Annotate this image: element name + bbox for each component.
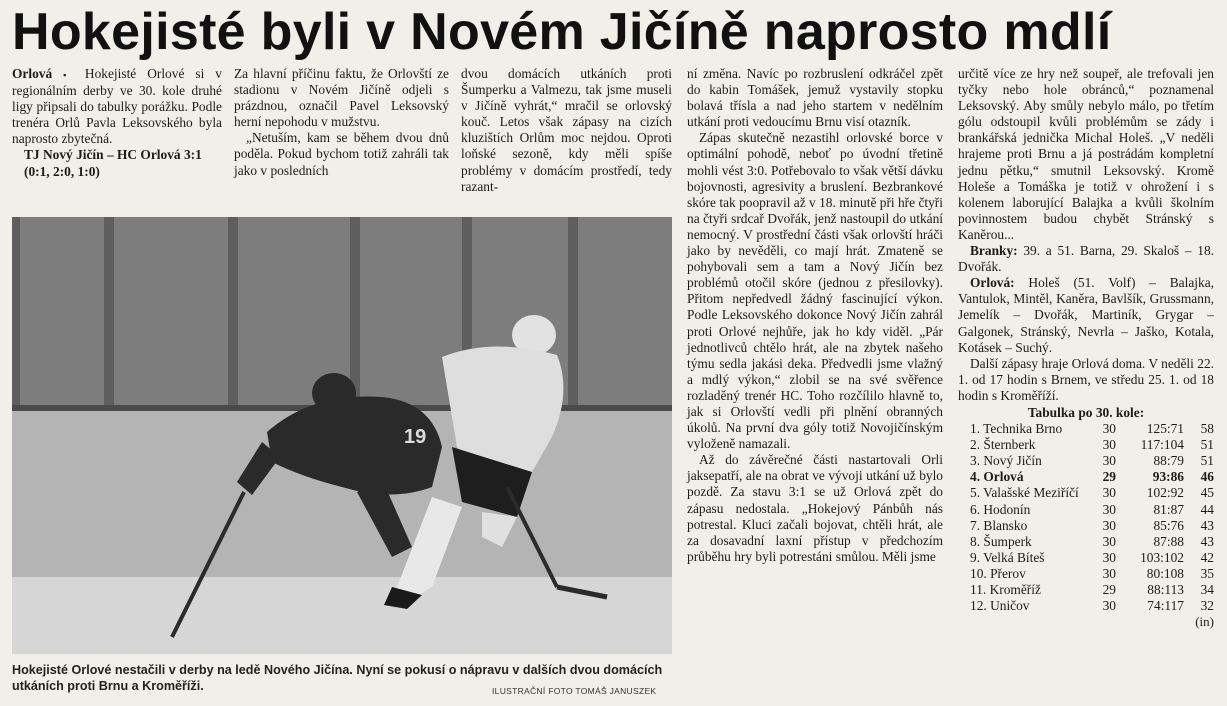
hockey-players-illustration — [12, 217, 672, 654]
standings-score: 103:102 — [1140, 549, 1184, 565]
standings-gp: 30 — [1102, 437, 1116, 453]
standings-row — [958, 453, 1214, 469]
standings-row — [958, 598, 1214, 614]
standings-gp: 30 — [1102, 549, 1116, 565]
standings-pts: 45 — [1200, 485, 1214, 501]
standings-team: 10. Přerov — [970, 565, 1026, 581]
paragraph: Zápas skutečně nezastihl orlovské borce v optimální pohodě, neboť po úvodní třetině mohli vést 3:0. Potřebovalo to však větší dávku bojovnosti, agresivity a bruslení. Bezbrankové skóre tak poopravil až v 18. minutě při hře čtyři na čtyři srdcař Dvořák, jenž nastoupil do utkání nemocný. V prostřední části však orlovští hráči jako by nevěděli, co mají hrát. Zmateně se pohybovali sem a tam a Nový Jičín bez problémů otočil skóre (jednou z přesilovky). Přitom nepředvedl žádný fascinující výkon. Podle Leksovského dokonce Nový Jičín zahrál proti Orlové nejhůře, jak ho kdy viděl. „Pár jednotlivců chtělo hrát, ale na zbytek našeho týmu sedla jakási deka. Předvedli jsme vlažný a mdlý výkon,“ zlobil se na své svěřence rozladěný trenér HC. Toho rozčílilo hlavně to, jak si Orlovští vedli při plnění obranných úkolů. Na první dva góly totiž Novojičínským vyloženě namazali. — [687, 130, 943, 452]
dateline: Orlová — [12, 66, 53, 81]
standings-score: 74:117 — [1147, 598, 1184, 614]
standings-row — [958, 534, 1214, 550]
paragraph: Až do závěrečné části nastartovali Orli jaksepatří, ale na obrat ve vývoji utkání už bylo pozdě. Za stavu 3:1 se už Orlová zpět do zápasu nedostala. „Hokejový Pánbůh nás potrestal. Kluci začali bojovat, chtěli hrát, ale za dosavadní laxní přístup v předchozím průběhu hry byli potrestáni smůlou. Měli jsme — [687, 452, 943, 564]
standings-team: 4. Orlová — [970, 469, 1024, 485]
period-scores: (0:1, 2:0, 1:0) — [24, 163, 100, 179]
standings-row — [958, 502, 1214, 518]
lineup-paragraph — [958, 275, 1214, 355]
standings-gp: 30 — [1102, 453, 1116, 469]
article-headline: Hokejisté byli v Novém Jičíně naprosto mdlí — [12, 3, 1112, 61]
article-column-1 — [12, 66, 222, 180]
standings-pts: 43 — [1200, 533, 1214, 549]
author-signature: (in) — [1195, 614, 1214, 630]
standings-team: 1. Technika Brno — [970, 421, 1063, 437]
paragraph: „Netuším, kam se během dvou dnů poděla. Pokud bychom totiž zahráli tak jako v posledních — [234, 130, 449, 178]
standings-gp: 29 — [1102, 469, 1116, 485]
paragraph: určitě více ze hry než soupeř, ale trefovali jen tyčky nebo hole obránců,“ poznamenal Leksovský. Aby smůly nebylo málo, po třetím gólu odstoupil kvůli problémům se zády i brankářská jednička Michal Holeš. „V neděli hrajeme proti Brnu a já postrádám kompletní jednu pětku,“ smutnil Leksovský. Kromě Holeše a Tomáška je totiž v ohrožení i s kolenem laborující Balajka a kvůli školním povinnostem budou chybět Stránský s Kaněrou... — [958, 66, 1214, 242]
standings-row — [958, 582, 1214, 598]
standings-pts: 32 — [1200, 598, 1214, 614]
standings-score: 102:92 — [1146, 485, 1184, 501]
standings-gp: 30 — [1102, 598, 1116, 614]
standings-gp: 30 — [1102, 421, 1116, 437]
lead-paragraph — [12, 66, 222, 147]
bullet-icon: ▪ — [63, 70, 74, 80]
standings-score: 93:86 — [1152, 469, 1184, 485]
standings-pts: 34 — [1200, 582, 1214, 597]
standings-team: 2. Šternberk — [970, 437, 1036, 453]
standings-pts: 58 — [1200, 421, 1214, 437]
standings-gp: 29 — [1102, 582, 1116, 597]
next-matches: Další zápasy hraje Orlová doma. V neděli 22. 1. od 17 hodin s Brnem, ve středu 25. 1. od 18 hodin s Kroměříží. — [958, 355, 1214, 403]
standings-team: 5. Valašské Meziříčí — [970, 485, 1079, 501]
standings-pts: 43 — [1200, 517, 1214, 533]
standings-team: 11. Kroměříž — [970, 582, 1041, 597]
goals-label: Branky: — [970, 243, 1018, 259]
paragraph: Za hlavní příčinu faktu, že Orlovští ze stadionu v Novém Jičíně odjeli s prázdnou, označil Pavel Leksovský herní nepohodu v mužstvu. — [234, 66, 449, 130]
standings-gp: 30 — [1102, 517, 1116, 533]
standings-pts: 46 — [1200, 469, 1214, 485]
article-column-3 — [461, 66, 672, 195]
standings-score: 88:113 — [1147, 582, 1184, 597]
standings-gp: 30 — [1102, 533, 1116, 549]
paragraph: dvou domácích utkáních proti Šumperku a Valmezu, tak jsme museli v Jičíně vyhrát,“ mračil se orlovský kouč. Letos však zápasy na cizích kluzištích Orlům moc nejdou. Oproti loňské sezoně, kdy měli spíše problémy v domácím prostředí, tedy razant- — [461, 66, 672, 194]
standings-team: 6. Hodonín — [970, 501, 1031, 517]
standings-score: 81:87 — [1153, 501, 1184, 517]
match-result: TJ Nový Jičín – HC Orlová 3:1 — [24, 147, 202, 163]
standings-row — [958, 518, 1214, 534]
standings-row — [958, 421, 1214, 437]
lineup-text: Holeš (51. Volf) – Balajka, Vantulok, Mintěl, Kaněra, Bavlšík, Grussmann, Jemelík – Dvořák, Martiník, Grygar – Galgonek, Stránský, Nevrla – Jaško, Kotala, Kotásek – Suchý. — [958, 275, 1214, 355]
article-column-2 — [234, 66, 449, 179]
standings-pts: 51 — [1200, 437, 1214, 453]
standings-score: 80:108 — [1146, 565, 1184, 581]
jersey-number: 19 — [404, 426, 427, 448]
goals-paragraph — [958, 243, 1214, 275]
standings-pts: 42 — [1200, 549, 1214, 565]
lineup-label: Orlová: — [970, 275, 1015, 291]
standings-pts: 51 — [1200, 453, 1214, 469]
standings-gp: 30 — [1102, 501, 1116, 517]
standings-score: 125:71 — [1146, 421, 1184, 437]
standings-team: 7. Blansko — [970, 517, 1028, 533]
standings-gp: 30 — [1102, 485, 1116, 501]
standings-row — [958, 437, 1214, 453]
standings-row — [958, 550, 1214, 566]
standings-gp: 30 — [1102, 565, 1116, 581]
standings-title: Tabulka po 30. kole: — [1027, 404, 1145, 420]
paragraph: ní změna. Navíc po rozbruslení odkráčel zpět do kabin Tomášek, jemuž vystavily stopku bolavá tříslа a nad jeho startem v nedělním utkání proti vedoucímu Brnu visí otazník. — [687, 66, 943, 130]
standings-team: 12. Uničov — [970, 598, 1030, 614]
hockey-photo — [12, 217, 672, 654]
standings-pts: 44 — [1200, 501, 1214, 517]
standings-team: 3. Nový Jičín — [970, 453, 1042, 469]
standings-row — [958, 566, 1214, 582]
article-column-5 — [958, 66, 1214, 630]
standings-table — [958, 421, 1214, 614]
standings-row — [958, 485, 1214, 501]
standings-pts: 35 — [1200, 565, 1214, 581]
standings-team: 9. Velká Bíteš — [970, 549, 1045, 565]
standings-row — [958, 469, 1214, 485]
photo-credit: ILUSTRAČNÍ FOTO TOMÁŠ JANUSZEK — [492, 686, 657, 696]
standings-score: 85:76 — [1153, 517, 1184, 533]
standings-score: 117:104 — [1140, 437, 1184, 453]
goals-text: 39. a 51. Barna, 29. Skaloš – 18. Dvořák. — [958, 243, 1214, 275]
photo-caption: Hokejisté Orlové nestačili v derby na ledě Nového Jičína. Nyní se pokusí o nápravu v dalších dvou domácích utkáních proti Brnu a Kroměříži. — [12, 663, 663, 693]
article-column-4 — [687, 66, 943, 565]
standings-score: 87:88 — [1153, 533, 1184, 549]
standings-score: 88:79 — [1153, 453, 1184, 469]
standings-team: 8. Šumperk — [970, 533, 1032, 549]
lead-text: Hokejisté Orlové si v regionálním derby ve 30. kole druhé ligy připsali do tabulky porážku. Podle trenéra Orlů Pavla Leksovského byla naprosto zbytečná. — [12, 66, 222, 147]
